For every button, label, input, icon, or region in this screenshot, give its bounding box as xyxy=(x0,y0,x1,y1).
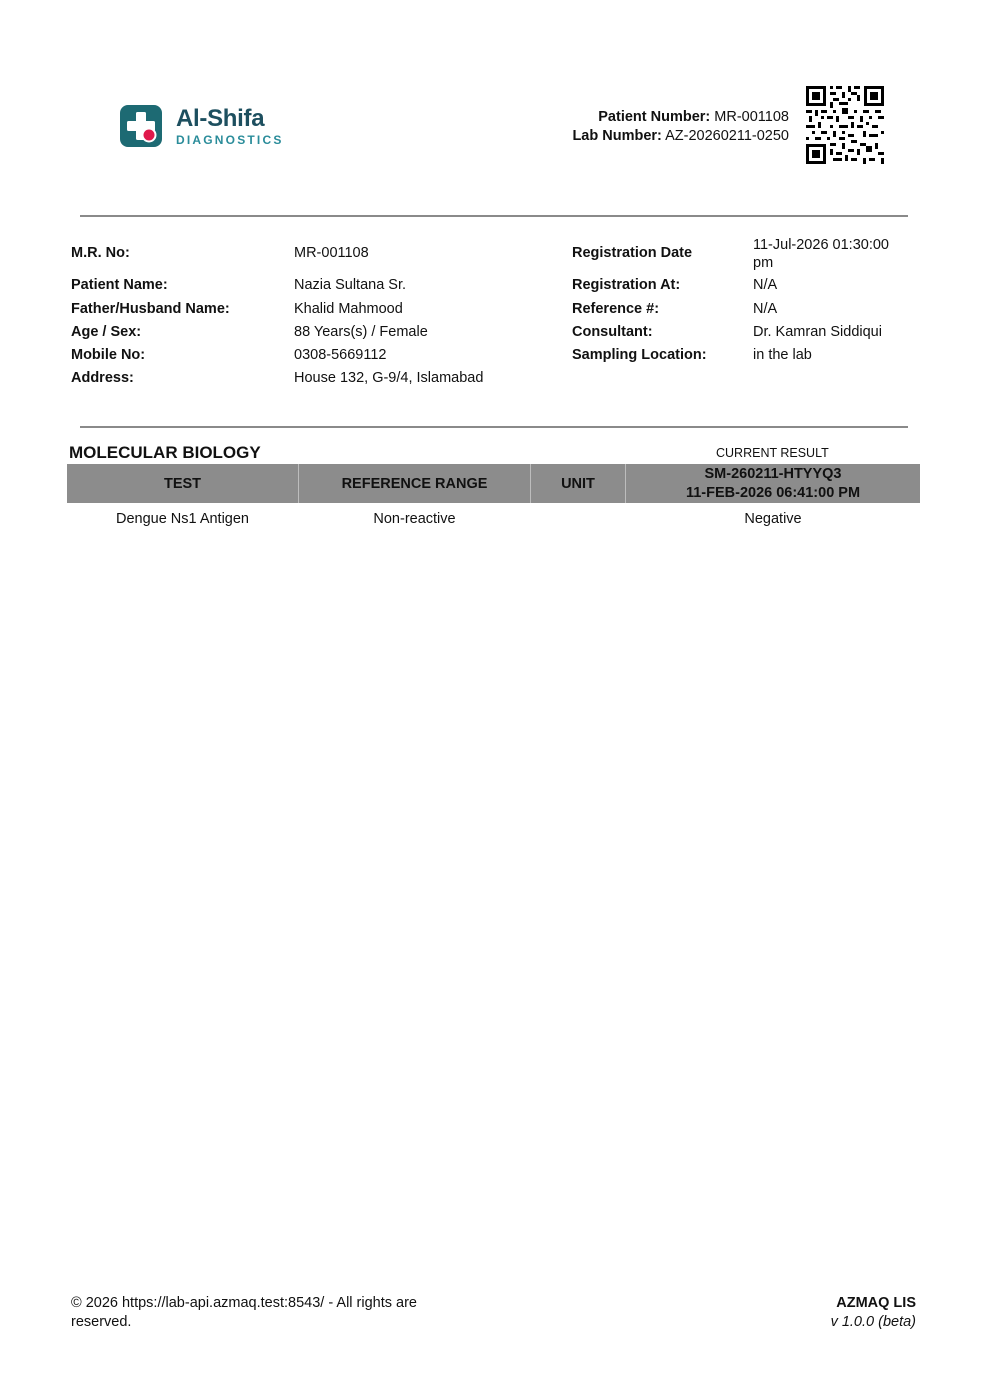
column-unit: UNIT xyxy=(561,475,595,492)
sample-datetime: 11-FEB-2026 06:41:00 PM xyxy=(685,484,861,501)
section-title: MOLECULAR BIOLOGY xyxy=(69,443,261,462)
header-ids xyxy=(572,108,789,146)
address-value: House 132, G-9/4, Islamabad xyxy=(294,370,484,386)
header-divider xyxy=(80,215,908,217)
row-reference-range: Non-reactive xyxy=(373,511,456,527)
consultant-value: Dr. Kamran Siddiqui xyxy=(753,324,882,340)
column-reference-range: REFERENCE RANGE xyxy=(341,475,488,492)
reference-label: Reference #: xyxy=(572,301,660,317)
sampling-location-label: Sampling Location: xyxy=(572,347,707,363)
product-name: AZMAQ LIS xyxy=(836,1295,916,1311)
footer-copyright: © 2026 https://lab-api.azmaq.test:8543/ - All rights are reserved. xyxy=(71,1295,417,1330)
column-current-result xyxy=(626,464,920,503)
patient-number-label: Patient Number: xyxy=(598,109,711,125)
brand-logo xyxy=(120,103,290,149)
row-result: Negative xyxy=(744,511,802,527)
patient-name-value: Nazia Sultana Sr. xyxy=(294,277,407,293)
registration-date-label: Registration Date xyxy=(572,245,693,261)
age-sex-value: 88 Years(s) / Female xyxy=(294,324,428,340)
mr-no-label: M.R. No: xyxy=(71,245,130,261)
results-table-header xyxy=(67,464,920,503)
age-sex-label: Age / Sex: xyxy=(71,324,142,340)
consultant-label: Consultant: xyxy=(572,324,653,340)
mobile-value: 0308-5669112 xyxy=(294,347,387,363)
lab-number: AZ-20260211-0250 xyxy=(665,128,789,144)
registration-date-line2: pm xyxy=(753,255,774,271)
brand-name: Al-Shifa xyxy=(176,104,265,132)
footer-product xyxy=(831,1294,916,1332)
father-name-label: Father/Husband Name: xyxy=(71,301,230,317)
father-name-value: Khalid Mahmood xyxy=(294,301,403,317)
sampling-location-value: in the lab xyxy=(753,347,812,363)
registration-at-value: N/A xyxy=(753,277,778,293)
column-test: TEST xyxy=(163,475,202,492)
address-label: Address: xyxy=(71,370,134,386)
medical-cross-icon xyxy=(120,105,162,147)
row-test: Dengue Ns1 Antigen xyxy=(115,511,249,527)
registration-date-value xyxy=(753,236,889,272)
info-divider xyxy=(80,426,908,428)
registration-at-label: Registration At: xyxy=(572,277,681,293)
mobile-label: Mobile No: xyxy=(71,347,146,363)
reference-value: N/A xyxy=(753,301,778,317)
patient-name-label: Patient Name: xyxy=(71,277,168,293)
current-result-label: CURRENT RESULT xyxy=(716,446,829,460)
patient-number: MR-001108 xyxy=(714,109,789,125)
brand-subtitle: DIAGNOSTICS xyxy=(176,132,284,147)
registration-date-line1: 11-Jul-2026 01:30:00 xyxy=(753,237,889,253)
product-version: v 1.0.0 (beta) xyxy=(830,1314,916,1330)
mr-no-value: MR-001108 xyxy=(294,245,369,261)
qr-code-icon xyxy=(806,86,884,164)
sample-id: SM-260211-HTYYQ3 xyxy=(704,465,842,482)
lab-number-label: Lab Number: xyxy=(572,128,662,144)
